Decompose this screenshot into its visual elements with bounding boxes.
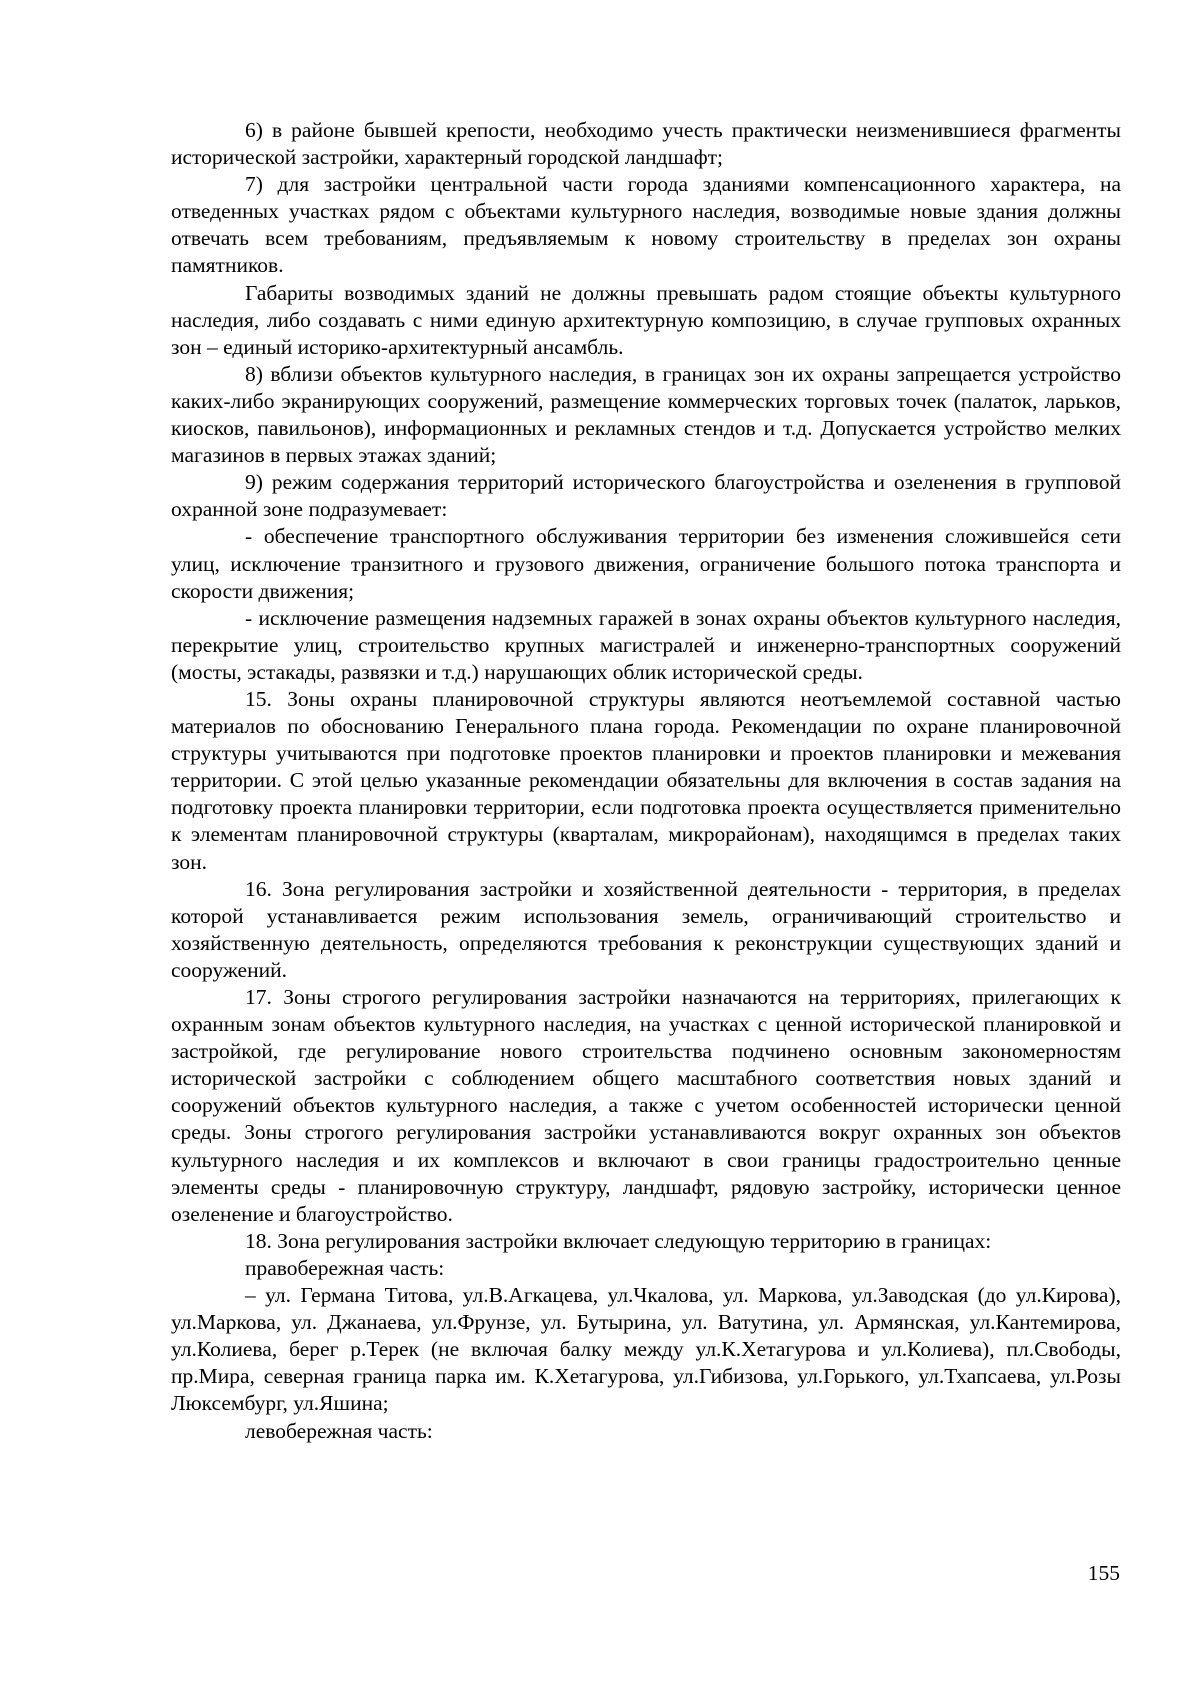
- page-body: [171, 117, 1121, 1445]
- paragraph-item-9: 9) режим содержания территорий исторического благоустройства и озеленения в групповой охранной зоне подразумевает:: [171, 470, 1121, 522]
- paragraph-item-7: 7) для застройки центральной части города зданиями компенсационного характера, на отведенных участках рядом с объектами культурного наследия, возводимые новые здания должны отвечать всем требованиям, предъявляемым к новому строительству в пределах зон охраны памятников.: [171, 172, 1121, 278]
- paragraph-building-dimensions: Габариты возводимых зданий не должны превышать радом стоящие объекты культурного наследия, либо создавать с ними единую архитектурную композицию, в случае групповых охранных зон – единый историко-архитектурный ансамбль.: [171, 280, 1121, 359]
- paragraph-item-6: 6) в районе бывшей крепости, необходимо учесть практически неизменившиеся фрагменты исторической застройки, характерный городской ландшафт;: [171, 118, 1121, 170]
- paragraph-section-15: 15. Зоны охраны планировочной структуры являются неотъемлемой составной частью материалов по обоснованию Генерального плана города. Рекомендации по охране планировочной структуры учитываются при подготовке проектов планировки и проектов планировки и межевания территории. С этой целью указанные рекомендации обязательны для включения в состав задания на подготовку проекта планировки территории, если подготовка проекта осуществляется применительно к элементам планировочной структуры (кварталам, микрорайонам), находящимся в пределах таких зон.: [171, 686, 1121, 874]
- paragraph-garage-exclusion: - исключение размещения надземных гаражей в зонах охраны объектов культурного наследия, перекрытие улиц, строительство крупных магистралей и инженерно-транспортных сооружений (мосты, эстакады, развязки и т.д.) нарушающих облик исторической среды.: [171, 605, 1121, 684]
- paragraph-item-8: 8) вблизи объектов культурного наследия, в границах зон их охраны запрещается устройство каких-либо экранирующих сооружений, размещение коммерческих торговых точек (палаток, ларьков, киосков, павильонов), информационных и рекламных стендов и т.д. Допускается устройство мелких магазинов в первых этажах зданий;: [171, 361, 1121, 468]
- paragraph-right-bank-heading: правобережная часть:: [245, 1255, 445, 1280]
- paragraph-transport-service: - обеспечение транспортного обслуживания территории без изменения сложившейся сети улиц, исключение транзитного и грузового движения, ограничение большого потока транспорта и скорости движения;: [171, 524, 1121, 603]
- paragraph-section-18: 18. Зона регулирования застройки включает следующую территорию в границах:: [245, 1228, 992, 1253]
- paragraph-left-bank-heading: левобережная часть:: [245, 1418, 433, 1443]
- paragraph-section-16: 16. Зона регулирования застройки и хозяйственной деятельности - территория, в пределах которой устанавливается режим использования земель, ограничивающий строительство и хозяйственную деятельность, определяются требования к реконструкции существующих зданий и сооружений.: [171, 876, 1121, 982]
- page-number: 155: [1087, 1561, 1120, 1585]
- paragraph-right-bank-streets: – ул. Германа Титова, ул.В.Агкацева, ул.Чкалова, ул. Маркова, ул.Заводская (до ул.Кирова), ул.Маркова, ул. Джанаева, ул.Фрунзе, ул. Бутырина, ул. Ватутина, ул. Армянская, ул.Кантемирова, ул.Колиева, берег р.Терек (не включая балку между ул.К.Хетагурова и ул.Колиева), пл.Свободы, пр.Мира, северная граница парка им. К.Хетагурова, ул.Гибизова, ул.Горького, ул.Тхапсаева, ул.Розы Люксембург, ул.Яшина;: [171, 1283, 1121, 1416]
- paragraph-section-17: 17. Зоны строгого регулирования застройки назначаются на территориях, прилегающих к охранным зонам объектов культурного наследия, на участках с ценной исторической планировкой и застройкой, где регулирование нового строительства подчинено основным закономерностям исторической застройки с соблюдением общего масштабного соответствия новых зданий и сооружений объектов культурного наследия, а также с учетом особенностей исторически ценной среды. Зоны строгого регулирования застройки устанавливаются вокруг охранных зон объектов культурного наследия и их комплексов и включают в свои границы градостроительно ценные элементы среды - планировочную структуру, ландшафт, рядовую застройку, исторически ценное озеленение и благоустройство.: [171, 985, 1121, 1226]
